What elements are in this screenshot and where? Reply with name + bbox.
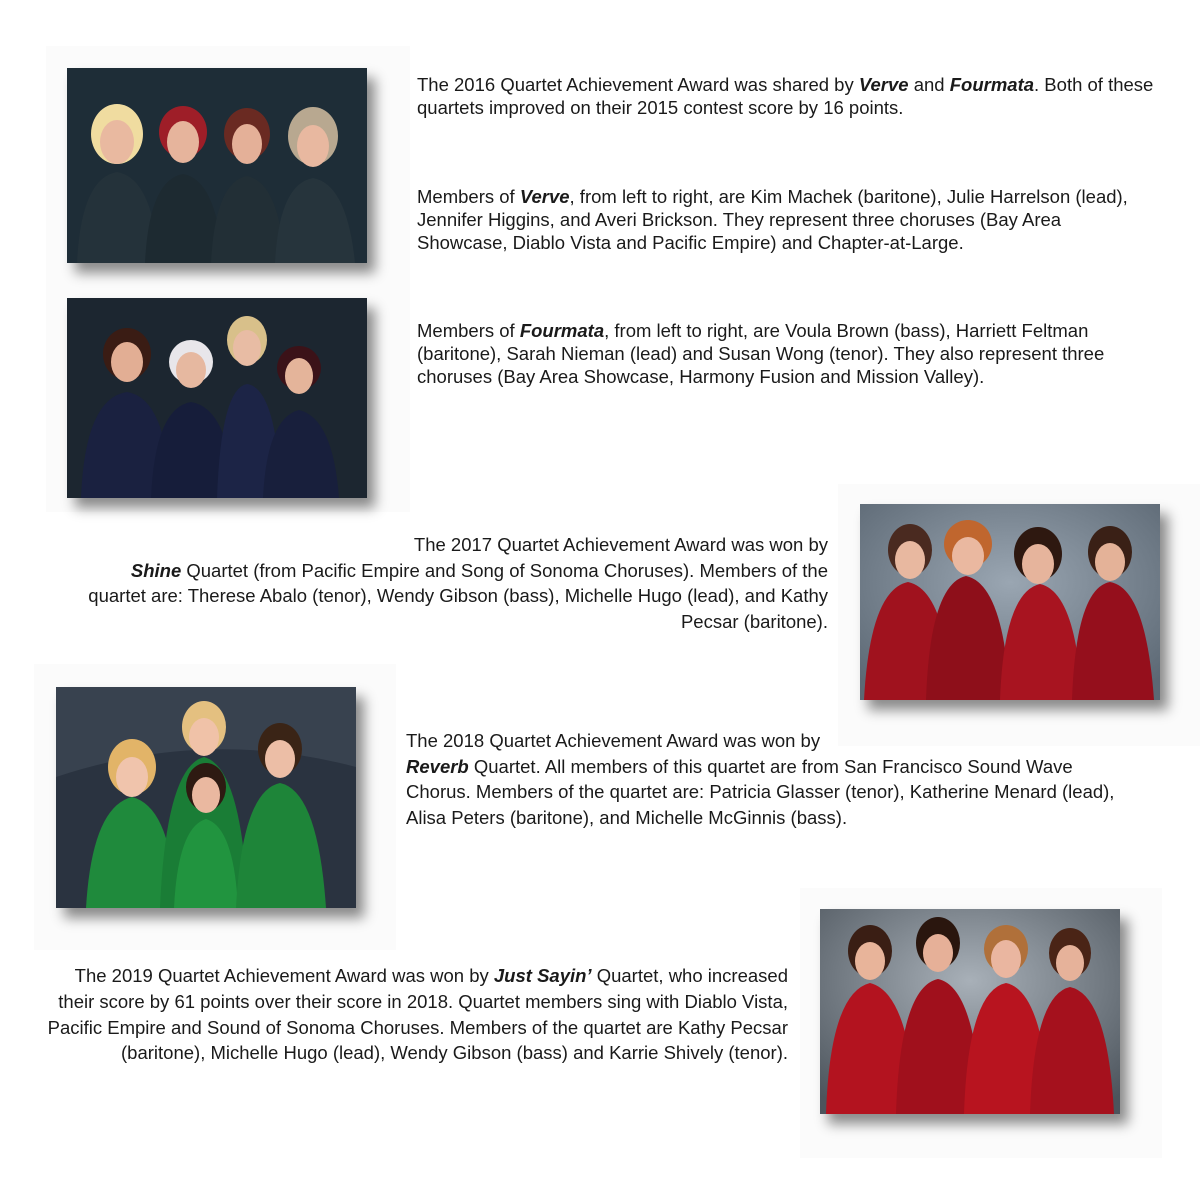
award-2016-intro-c: . Both of these quartets improved on their 2015 contest score by 16 points. [417, 74, 1154, 118]
fourmata-members-a: Members of [417, 320, 520, 341]
verve-members-a: Members of [417, 186, 520, 207]
fourmata-name: Fourmata [949, 74, 1035, 95]
award-2016-intro-b: and [908, 74, 950, 95]
award-2017-text [80, 532, 828, 634]
verve-members-name: Verve [519, 186, 570, 207]
verve-quartet-photo [67, 68, 367, 263]
award-2017-rest: Quartet (from Pacific Empire and Song of Sonoma Choruses). Members of the quartet are: Therese Abalo (tenor), Wendy Gibson (bass), Michelle Hugo (lead), and Kathy Pecsar (baritone). [88, 559, 828, 632]
just-sayin-name: Just Sayin’ [493, 965, 592, 986]
award-2016-intro [417, 73, 1162, 119]
shine-name: Shine [130, 559, 182, 581]
award-2018-line1: The 2018 Quartet Achievement Award was won by [406, 730, 821, 751]
fourmata-quartet-photo [67, 298, 367, 498]
reverb-quartet-photo [56, 687, 356, 908]
fourmata-members-b: , from left to right, are Voula Brown (bass), Harriett Feltman (baritone), Sarah Nieman (lead) and Susan Wong (tenor). They also represent three choruses (Bay Area Showcase, Harmony Fusion and Mission Valley). [417, 320, 1105, 387]
verve-members-text [417, 185, 1137, 254]
award-2017-line1: The 2017 Quartet Achievement Award was won by [413, 534, 828, 555]
award-2019-text [40, 963, 788, 1066]
award-2019-intro: The 2019 Quartet Achievement Award was won by [74, 965, 494, 986]
reverb-name: Reverb [406, 755, 469, 777]
just-sayin-quartet-photo [820, 909, 1120, 1114]
award-2016-intro-a: The 2016 Quartet Achievement Award was shared by [417, 74, 859, 95]
fourmata-members-text [417, 319, 1162, 388]
verve-name: Verve [858, 74, 909, 95]
award-2018-text [406, 728, 1126, 830]
shine-quartet-photo [860, 504, 1160, 700]
award-2019-rest: Quartet, who increased their score by 61 points over their score in 2018. Quartet members sing with Diablo Vista, Pacific Empire and Sound of Sonoma Choruses. Members of the quartet are Kathy Pecsar (baritone), Michelle Hugo (lead), Wendy Gibson (bass) and Karrie Shively (tenor). [47, 965, 788, 1064]
fourmata-members-name: Fourmata [519, 320, 605, 341]
verve-members-b: , from left to right, are Kim Machek (baritone), Julie Harrelson (lead), Jennifer Higgins, and Averi Brickson. They represent three choruses (Bay Area Showcase, Diablo Vista and Pacific Empire) and Chapter-at-Large. [417, 186, 1128, 253]
award-2018-rest: Quartet. All members of this quartet are from San Francisco Sound Wave Chorus. Members of the quartet are: Patricia Glasser (tenor), Katherine Menard (lead), Alisa Peters (baritone), and Michelle McGinnis (bass). [406, 755, 1115, 828]
